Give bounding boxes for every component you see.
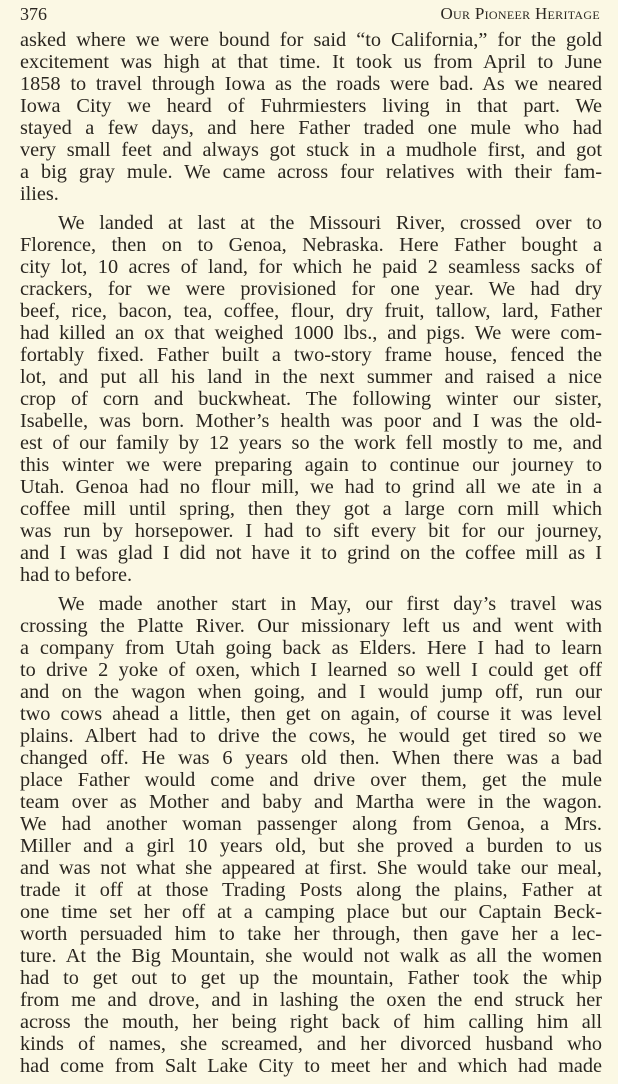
text-line: a company from Utah going back as Elders. Here I had to learn — [20, 637, 602, 659]
text-line: very small feet and always got stuck in a mudhole first, and got — [20, 139, 602, 161]
text-line: trade it off at those Trading Posts along the plains, Father at — [20, 879, 602, 901]
text-line: ilies. — [20, 183, 59, 205]
text-line: Utah. Genoa had no flour mill, we had to grind all we ate in a — [20, 476, 602, 498]
text-line: Florence, then on to Genoa, Nebraska. Here Father bought a — [20, 234, 602, 256]
text-line: two cows ahead a little, then get on again, of course it was level — [20, 703, 602, 725]
text-line: place Father would come and drive over them, get the mule — [20, 769, 602, 791]
text-line: plains. Albert had to drive the cows, he would get tired so we — [20, 725, 602, 747]
text-line: and I was glad I did not have it to grind on the coffee mill as I — [20, 542, 602, 564]
text-line: kinds of names, she screamed, and her divorced husband who — [20, 1033, 602, 1055]
text-line: ture. At the Big Mountain, she would not walk as all the women — [20, 945, 602, 967]
text-line: this winter we were preparing again to continue our journey to — [20, 454, 602, 476]
text-line: across the mouth, her being right back of him calling him all — [20, 1011, 602, 1033]
text-line: had killed an ox that weighed 1000 lbs., and pigs. We were com- — [20, 322, 602, 344]
text-line: and on the wagon when going, and I would jump off, run our — [20, 681, 602, 703]
text-line: a big gray mule. We came across four relatives with their fam- — [20, 161, 602, 183]
text-line: had to get out to get up the mountain, Father took the whip — [20, 967, 602, 989]
text-line: stayed a few days, and here Father traded one mule who had — [20, 117, 602, 139]
text-line: changed off. He was 6 years old then. When there was a bad — [20, 747, 602, 769]
text-line: beef, rice, bacon, tea, coffee, flour, dry fruit, tallow, lard, Father — [20, 300, 602, 322]
text-line: and was not what she appeared at first. She would take our meal, — [20, 857, 602, 879]
body-text — [20, 29, 602, 1084]
text-line: est of our family by 12 years so the work fell mostly to me, and — [20, 432, 602, 454]
text-line: crop of corn and buckwheat. The following winter our sister, — [20, 388, 602, 410]
text-line: Miller and a girl 10 years old, but she proved a burden to us — [20, 835, 602, 857]
text-line: asked where we were bound for said “to California,” for the gold — [20, 29, 602, 51]
text-line: coffee mill until spring, then they got a large corn mill which — [20, 498, 602, 520]
text-line: We had another woman passenger along from Genoa, a Mrs. — [20, 813, 602, 835]
paragraph — [20, 29, 602, 205]
text-line: from me and drove, and in lashing the oxen the end struck her — [20, 989, 602, 1011]
text-line: 1858 to travel through Iowa as the roads were bad. As we neared — [20, 73, 602, 95]
text-line: We landed at last at the Missouri River, crossed over to — [58, 212, 602, 234]
text-line: excitement was high at that time. It took us from April to June — [20, 51, 602, 73]
text-line: was run by horsepower. I had to sift every bit for our journey, — [20, 520, 602, 542]
paragraph — [20, 593, 602, 1077]
text-line: worth persuaded him to take her through, then gave her a lec- — [20, 923, 602, 945]
text-line: city lot, 10 acres of land, for which he paid 2 seamless sacks of — [20, 256, 602, 278]
text-line: lot, and put all his land in the next summer and raised a nice — [20, 366, 602, 388]
paragraph — [20, 212, 602, 586]
running-title: Our Pioneer Heritage — [440, 4, 600, 23]
text-line: to drive 2 yoke of oxen, which I learned so well I could get off — [20, 659, 602, 681]
text-line: fortably fixed. Father built a two-story frame house, fenced the — [20, 344, 602, 366]
text-line: Isabelle, was born. Mother’s health was poor and I was the old- — [20, 410, 602, 432]
page-number: 376 — [20, 4, 47, 24]
text-line: had come from Salt Lake City to meet her and which had made — [20, 1055, 602, 1077]
text-line: Iowa City we heard of Fuhrmiesters living in that part. We — [20, 95, 602, 117]
text-line: We made another start in May, our first day’s travel was — [58, 593, 602, 615]
page-header — [20, 4, 600, 28]
text-line: crossing the Platte River. Our missionary left us and went with — [20, 615, 602, 637]
text-line: crackers, for we were provisioned for one year. We had dry — [20, 278, 602, 300]
text-line: one time set her off at a camping place but our Captain Beck- — [20, 901, 602, 923]
text-line: had to before. — [20, 564, 133, 586]
text-line: team over as Mother and baby and Martha were in the wagon. — [20, 791, 602, 813]
